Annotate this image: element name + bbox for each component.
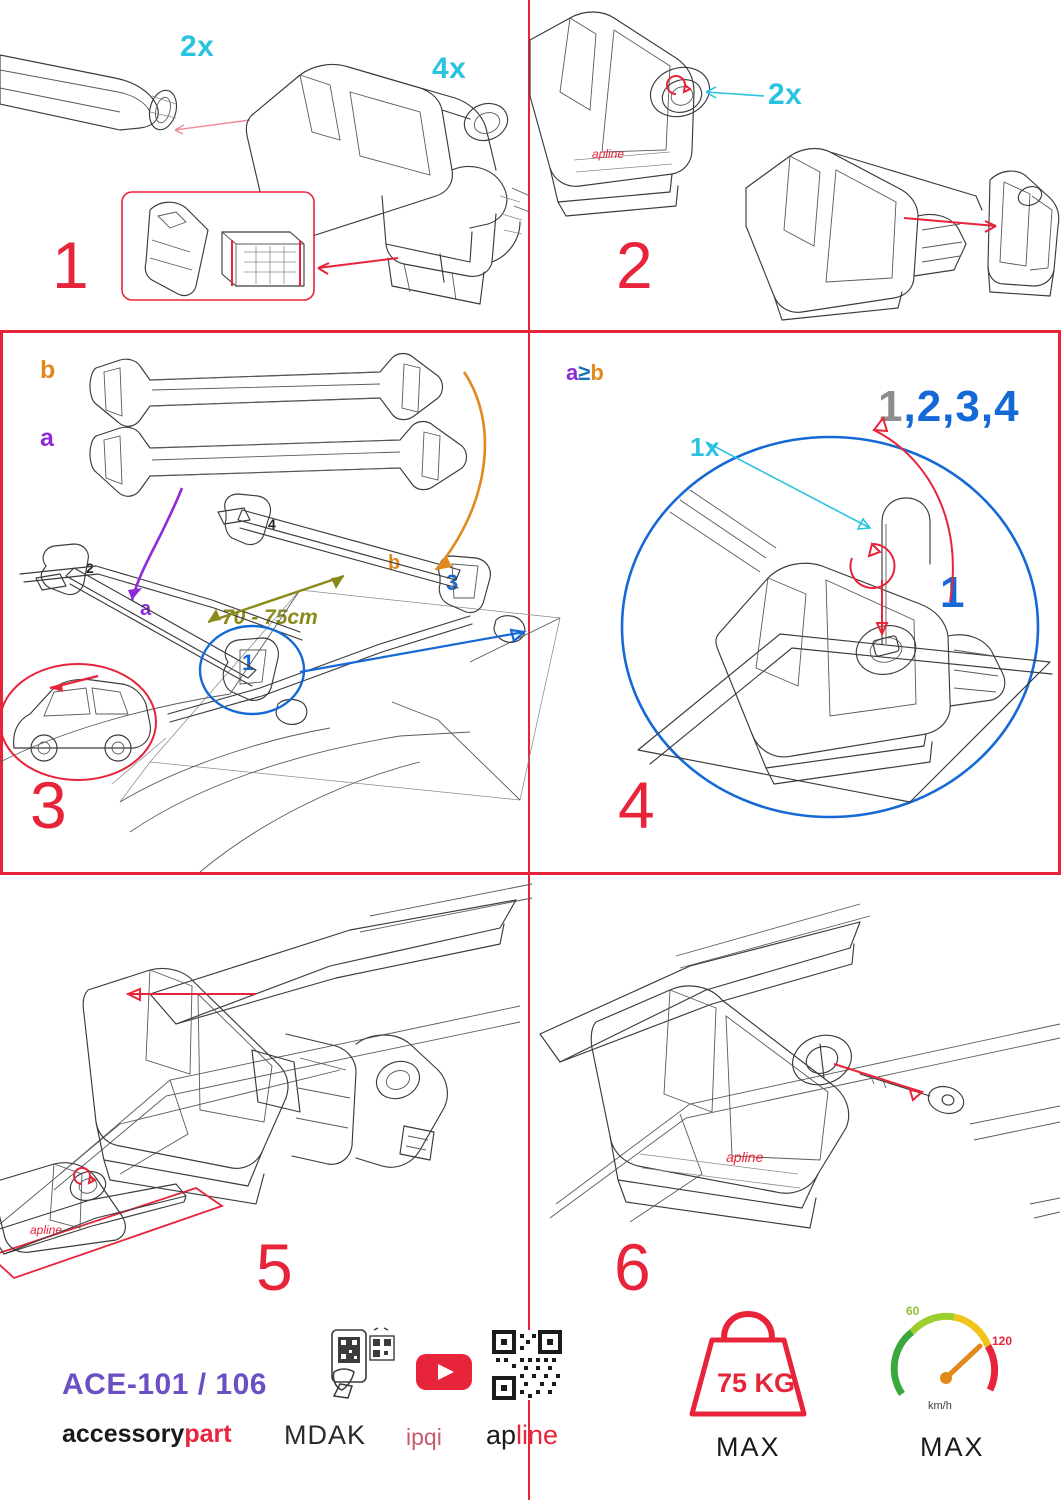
position-label-1: 1: [242, 650, 255, 675]
svg-text:apline: apline: [592, 147, 625, 161]
qty-label-foot: 4x: [432, 52, 467, 85]
svg-text:apline: apline: [30, 1223, 63, 1237]
step-5-inset: [0, 1140, 230, 1280]
svg-text:apline: apline: [726, 1149, 764, 1165]
qty-label-bar: 2x: [180, 30, 215, 63]
qty-label-key: 2x: [768, 78, 803, 111]
qty-label-tool: 1x: [690, 432, 720, 462]
gauge-tick-low: 60: [906, 1304, 920, 1318]
brand-accessorypart-part1: accessory: [62, 1420, 185, 1448]
brand-apline-part2: line: [516, 1420, 559, 1450]
brand-mdak: MDAK: [284, 1420, 367, 1450]
condition-a: a: [566, 360, 579, 385]
step-3-illustration: [0, 332, 530, 872]
position-label-3: 3: [446, 570, 459, 595]
weight-limit-icon: [688, 1310, 818, 1420]
position-label-4: 4: [268, 516, 276, 532]
gauge-unit: km/h: [928, 1400, 952, 1412]
step-number-4: 4: [618, 768, 656, 842]
step-2-illustration: [530, 0, 1061, 330]
step-4-illustration: [530, 332, 1061, 872]
step-6-illustration: [530, 874, 1061, 1274]
step-number-3: 3: [30, 768, 68, 842]
gauge-tick-high: 120: [992, 1334, 1013, 1348]
condition-b: b: [590, 360, 604, 385]
brand-accessorypart: [62, 1420, 232, 1449]
sequence-first: 1: [878, 382, 904, 431]
bar-label-a: a: [40, 424, 54, 452]
step-number-5: 5: [256, 1230, 294, 1304]
first-step-label: 1: [940, 568, 965, 617]
qr-code-icon: [492, 1330, 562, 1400]
sequence-rest: ,2,3,4: [903, 382, 1020, 431]
product-code: ACE-101 / 106: [62, 1368, 267, 1401]
step-number-1: 1: [52, 228, 90, 302]
brand-apline-part1: ap: [486, 1420, 517, 1450]
brand-apline: [486, 1420, 558, 1451]
youtube-icon[interactable]: [414, 1350, 474, 1394]
bar-label-b: b: [40, 356, 56, 384]
arrow-label-b: b: [388, 552, 401, 574]
brand-ipqi: ipqi: [406, 1424, 442, 1450]
condition-cmp: ≥: [578, 360, 591, 385]
position-label-2: 2: [86, 560, 94, 576]
brand-accessorypart-part2: part: [184, 1420, 232, 1448]
speed-limit-caption: MAX: [920, 1432, 985, 1462]
phone-qr-icon: [318, 1328, 398, 1402]
step-number-6: 6: [614, 1230, 652, 1304]
weight-limit-caption: MAX: [716, 1432, 781, 1462]
arrow-label-a: a: [140, 598, 152, 620]
step-1-illustration: [0, 0, 530, 330]
weight-limit-value: 75 KG: [716, 1368, 796, 1398]
step-number-2: 2: [616, 228, 654, 302]
bar-distance-label: 70 - 75cm: [222, 606, 318, 629]
